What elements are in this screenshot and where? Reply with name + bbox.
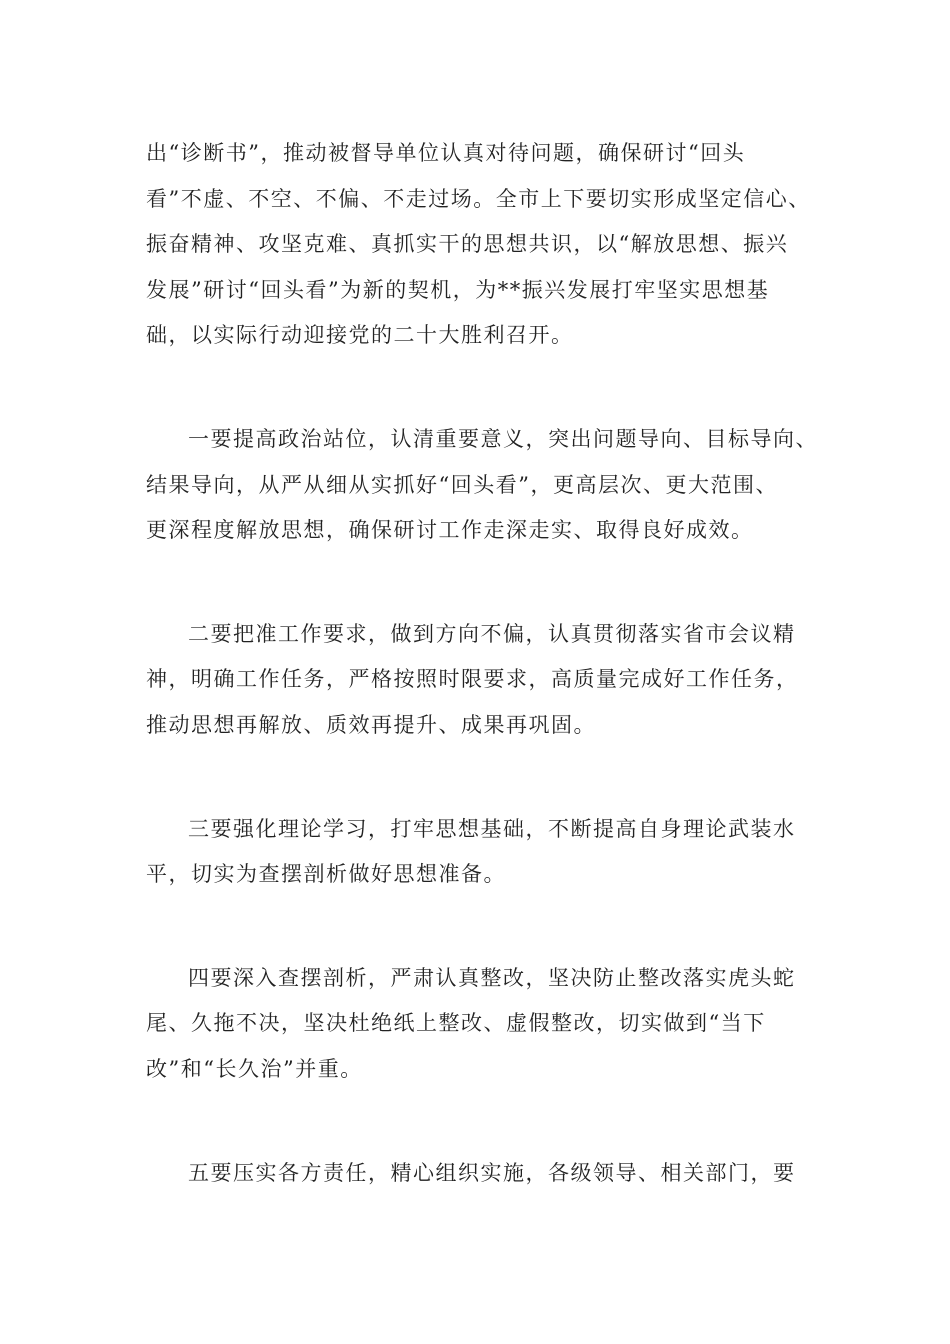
text-line: 二要把准工作要求，做到方向不偏，认真贯彻落实省市会议精 bbox=[188, 621, 796, 646]
text-line: 改”和“长久治”并重。 bbox=[146, 1056, 363, 1081]
text-line: 础，以实际行动迎接党的二十大胜利召开。 bbox=[146, 323, 574, 348]
text-line: 振奋精神、攻坚克难、真抓实干的思想共识，以“解放思想、振兴 bbox=[146, 232, 789, 257]
text-line: 推动思想再解放、质效再提升、成果再巩固。 bbox=[146, 712, 596, 737]
text-line: 结果导向，从严从细从实抓好“回头看”，更高层次、更大范围、 bbox=[146, 472, 778, 497]
text-line: 五要压实各方责任，精心组织实施，各级领导、相关部门，要 bbox=[188, 1160, 796, 1185]
paragraph-point-2 bbox=[146, 612, 826, 749]
text-line: 看”不虚、不空、不偏、不走过场。全市上下要切实形成坚定信心、 bbox=[146, 186, 811, 211]
text-line: 发展”研讨“回头看”为新的契机，为**振兴发展打牢坚实思想基 bbox=[146, 277, 770, 302]
paragraph-point-1 bbox=[146, 417, 826, 554]
document-body bbox=[146, 131, 826, 1196]
text-line: 一要提高政治站位，认清重要意义，突出问题导向、目标导向、 bbox=[188, 426, 818, 451]
paragraph-continuation bbox=[146, 131, 826, 359]
text-line: 三要强化理论学习，打牢思想基础，不断提高自身理论武装水 bbox=[188, 816, 796, 841]
text-line: 尾、久拖不决，坚决杜绝纸上整改、虚假整改，切实做到“当下 bbox=[146, 1011, 766, 1036]
paragraph-point-4 bbox=[146, 956, 826, 1093]
text-line: 四要深入查摆剖析，严肃认真整改，坚决防止整改落实虎头蛇 bbox=[188, 965, 796, 990]
paragraph-point-5 bbox=[146, 1151, 826, 1197]
paragraph-point-3 bbox=[146, 807, 826, 898]
text-line: 出“诊断书”，推动被督导单位认真对待问题，确保研讨“回头 bbox=[146, 141, 746, 165]
text-line: 平，切实为查摆剖析做好思想准备。 bbox=[146, 862, 506, 887]
text-line: 更深程度解放思想，确保研讨工作走深走实、取得良好成效。 bbox=[146, 518, 754, 543]
text-line: 神，明确工作任务，严格按照时限要求，高质量完成好工作任务， bbox=[146, 667, 799, 692]
